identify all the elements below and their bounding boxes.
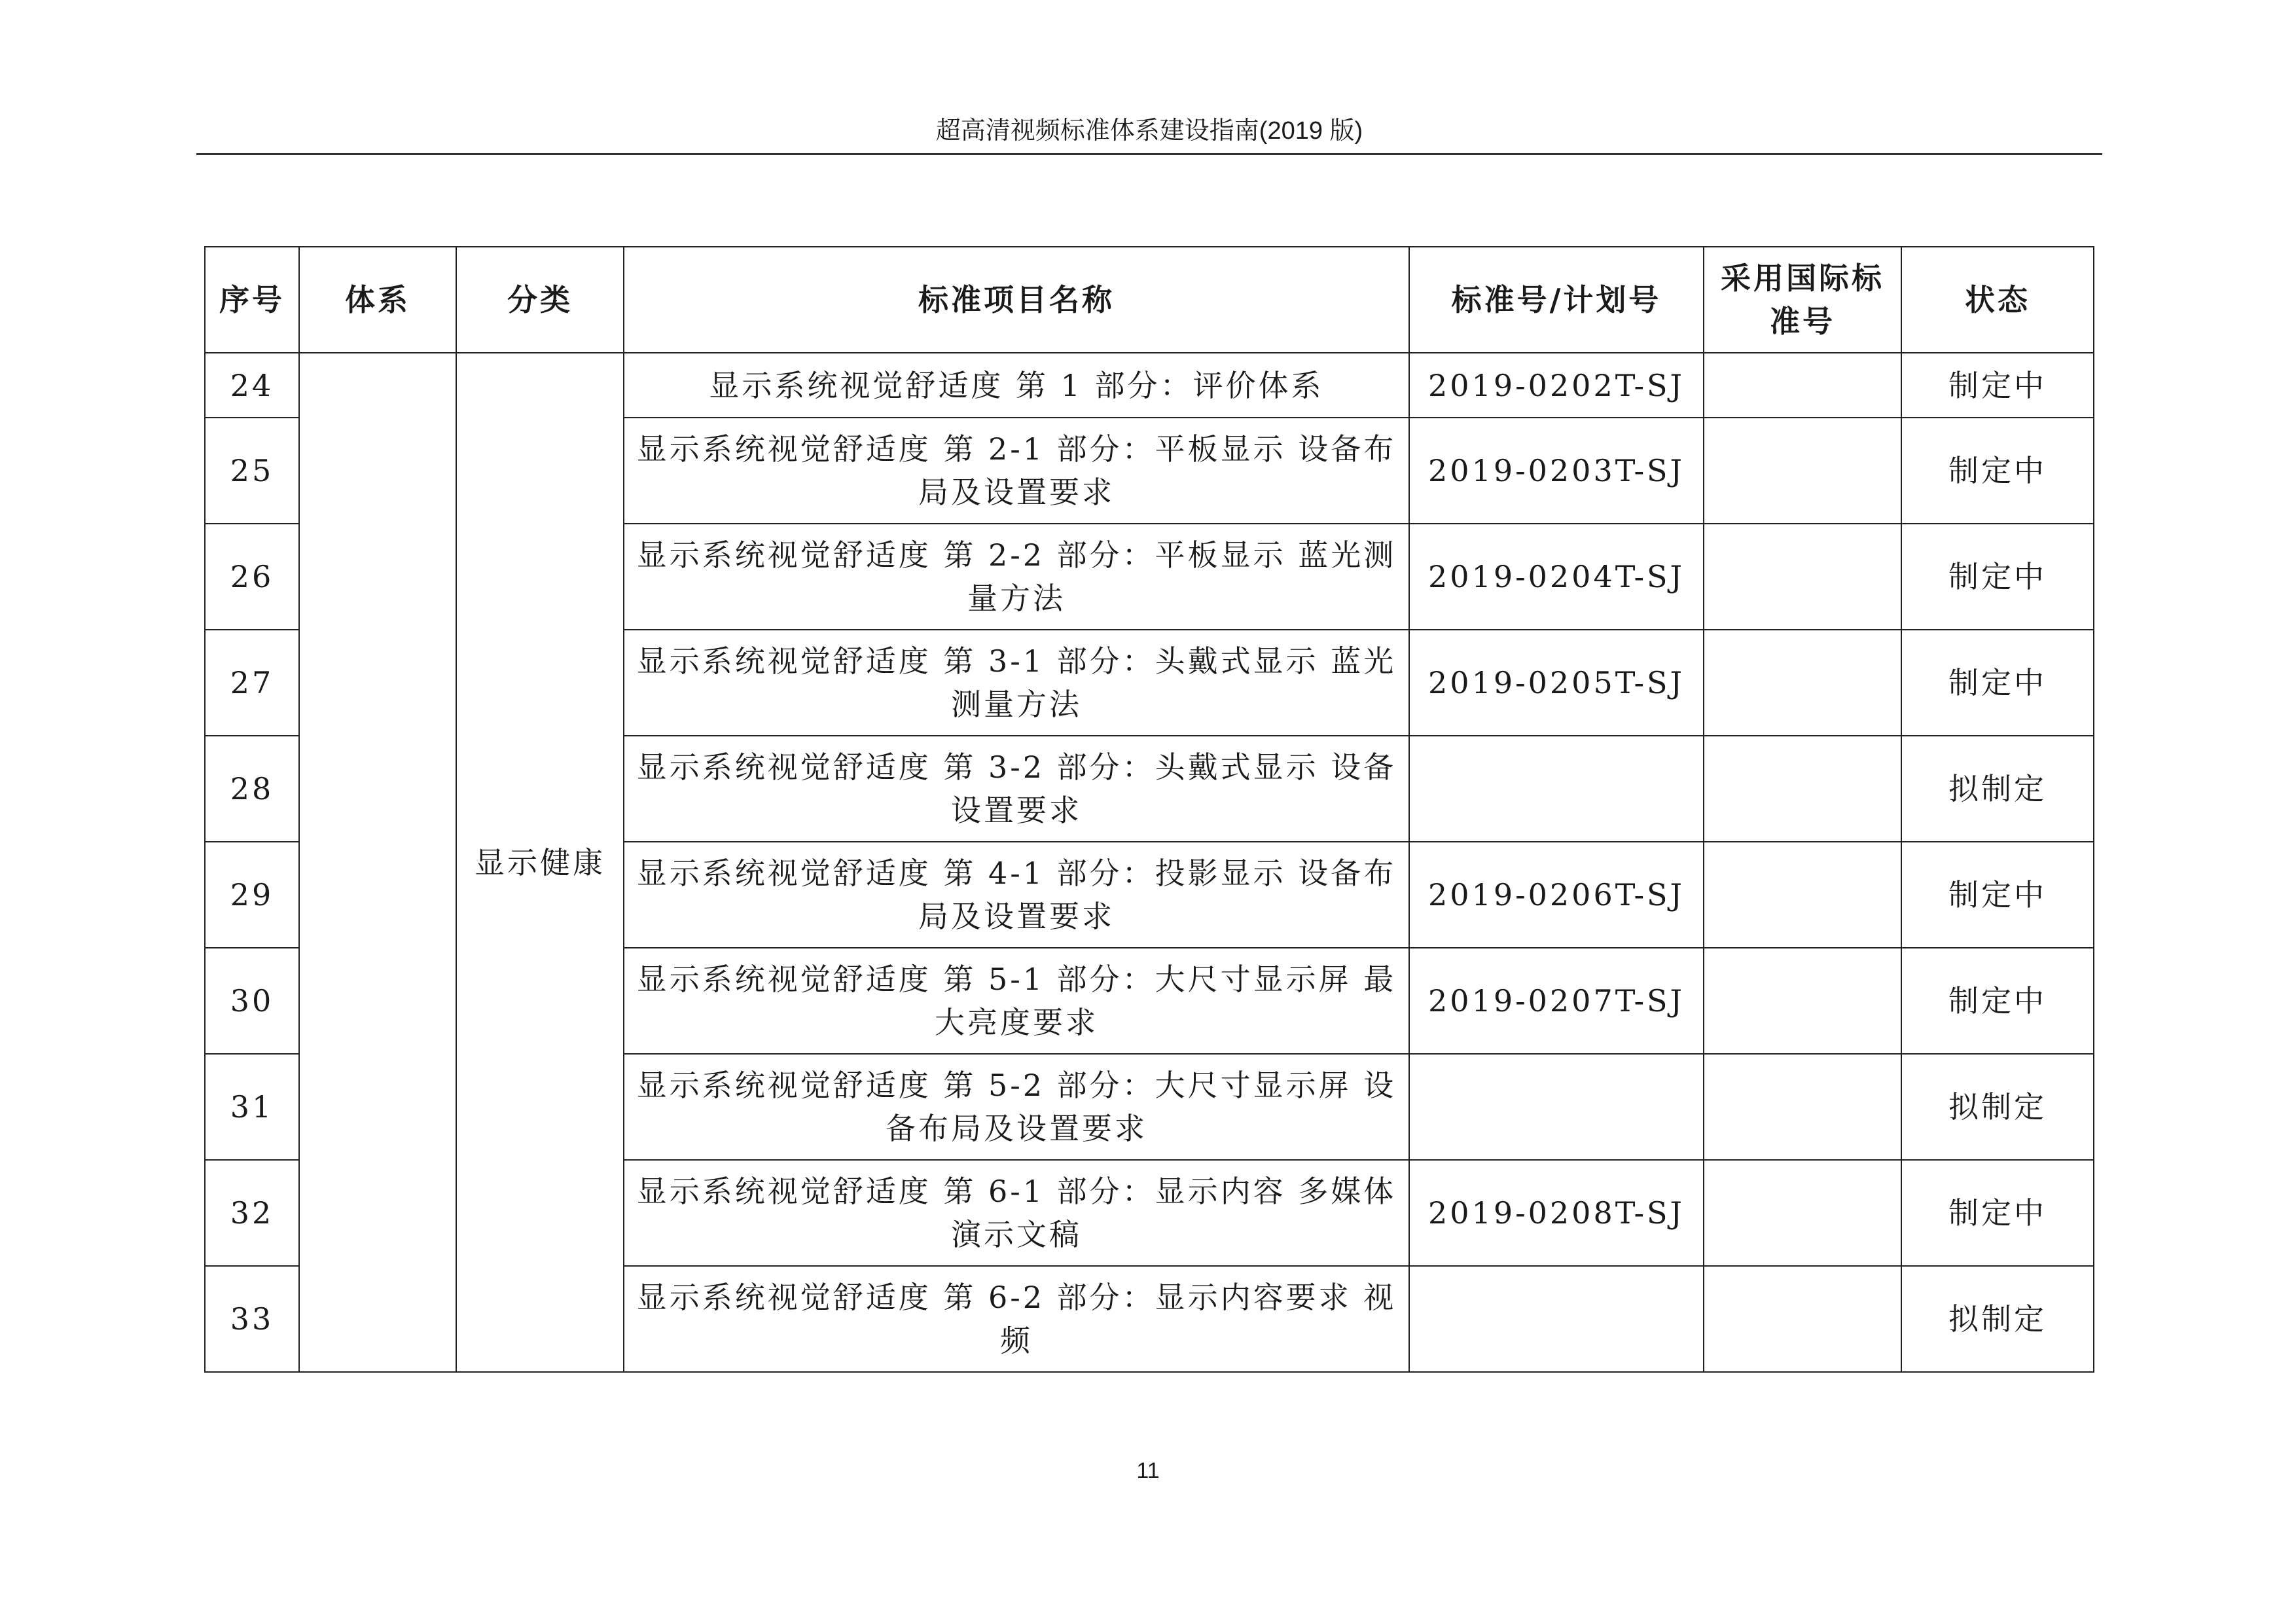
header-status: 状态 — [1901, 247, 2094, 353]
serial-cell: 27 — [205, 630, 299, 736]
standard-name-cell: 显示系统视觉舒适度 第 3-1 部分：头戴式显示 蓝光测量方法 — [624, 630, 1409, 736]
page-header-title: 超高清视频标准体系建设指南(2019 版) — [935, 117, 1363, 145]
intl-standard-cell — [1704, 736, 1901, 842]
category-cell: 显示健康 — [456, 353, 624, 1372]
status-cell: 制定中 — [1901, 1160, 2094, 1266]
page-number: 11 — [1136, 1458, 1160, 1483]
header-standard-name: 标准项目名称 — [624, 247, 1409, 353]
table-row — [205, 353, 2094, 418]
standard-name-cell: 显示系统视觉舒适度 第 2-1 部分：平板显示 设备布局及设置要求 — [624, 418, 1409, 524]
status-cell: 制定中 — [1901, 630, 2094, 736]
serial-cell: 31 — [205, 1054, 299, 1160]
standard-name-cell: 显示系统视觉舒适度 第 3-2 部分：头戴式显示 设备设置要求 — [624, 736, 1409, 842]
header-serial: 序号 — [205, 247, 299, 353]
serial-cell: 25 — [205, 418, 299, 524]
serial-cell: 26 — [205, 524, 299, 630]
standard-name-cell: 显示系统视觉舒适度 第 5-2 部分：大尺寸显示屏 设备布局及设置要求 — [624, 1054, 1409, 1160]
standard-name-cell: 显示系统视觉舒适度 第 5-1 部分：大尺寸显示屏 最大亮度要求 — [624, 948, 1409, 1054]
serial-cell: 28 — [205, 736, 299, 842]
intl-standard-cell — [1704, 1266, 1901, 1372]
standard-code-cell: 2019-0208T-SJ — [1409, 1160, 1704, 1266]
standard-code-cell: 2019-0203T-SJ — [1409, 418, 1704, 524]
serial-cell: 32 — [205, 1160, 299, 1266]
standard-name-cell: 显示系统视觉舒适度 第 2-2 部分：平板显示 蓝光测量方法 — [624, 524, 1409, 630]
serial-cell: 33 — [205, 1266, 299, 1372]
intl-standard-cell — [1704, 418, 1901, 524]
intl-standard-cell — [1704, 948, 1901, 1054]
serial-cell: 29 — [205, 842, 299, 948]
system-cell — [299, 353, 456, 1372]
standard-code-cell — [1409, 1266, 1704, 1372]
status-cell: 拟制定 — [1901, 1266, 2094, 1372]
header-intl-standard: 采用国际标准号 — [1704, 247, 1901, 353]
standard-name-cell: 显示系统视觉舒适度 第 1 部分：评价体系 — [624, 353, 1409, 418]
standard-code-cell — [1409, 736, 1704, 842]
intl-standard-cell — [1704, 524, 1901, 630]
intl-standard-cell — [1704, 1054, 1901, 1160]
intl-standard-cell — [1704, 630, 1901, 736]
intl-standard-cell — [1704, 353, 1901, 418]
standard-code-cell: 2019-0202T-SJ — [1409, 353, 1704, 418]
intl-standard-cell — [1704, 842, 1901, 948]
serial-cell: 24 — [205, 353, 299, 418]
header-standard-code: 标准号/计划号 — [1409, 247, 1704, 353]
status-cell: 制定中 — [1901, 842, 2094, 948]
status-cell: 制定中 — [1901, 418, 2094, 524]
standard-code-cell: 2019-0204T-SJ — [1409, 524, 1704, 630]
standard-code-cell: 2019-0206T-SJ — [1409, 842, 1704, 948]
standard-name-cell: 显示系统视觉舒适度 第 4-1 部分：投影显示 设备布局及设置要求 — [624, 842, 1409, 948]
header-divider — [196, 153, 2102, 155]
table-header-row — [205, 247, 2094, 353]
serial-cell: 30 — [205, 948, 299, 1054]
status-cell: 拟制定 — [1901, 736, 2094, 842]
status-cell: 制定中 — [1901, 353, 2094, 418]
standard-code-cell: 2019-0205T-SJ — [1409, 630, 1704, 736]
status-cell: 拟制定 — [1901, 1054, 2094, 1160]
header-category: 分类 — [456, 247, 624, 353]
standards-table — [204, 246, 2094, 1373]
status-cell: 制定中 — [1901, 948, 2094, 1054]
standard-name-cell: 显示系统视觉舒适度 第 6-1 部分：显示内容 多媒体演示文稿 — [624, 1160, 1409, 1266]
standard-code-cell: 2019-0207T-SJ — [1409, 948, 1704, 1054]
status-cell: 制定中 — [1901, 524, 2094, 630]
standard-code-cell — [1409, 1054, 1704, 1160]
standard-name-cell: 显示系统视觉舒适度 第 6-2 部分：显示内容要求 视频 — [624, 1266, 1409, 1372]
intl-standard-cell — [1704, 1160, 1901, 1266]
header-system: 体系 — [299, 247, 456, 353]
